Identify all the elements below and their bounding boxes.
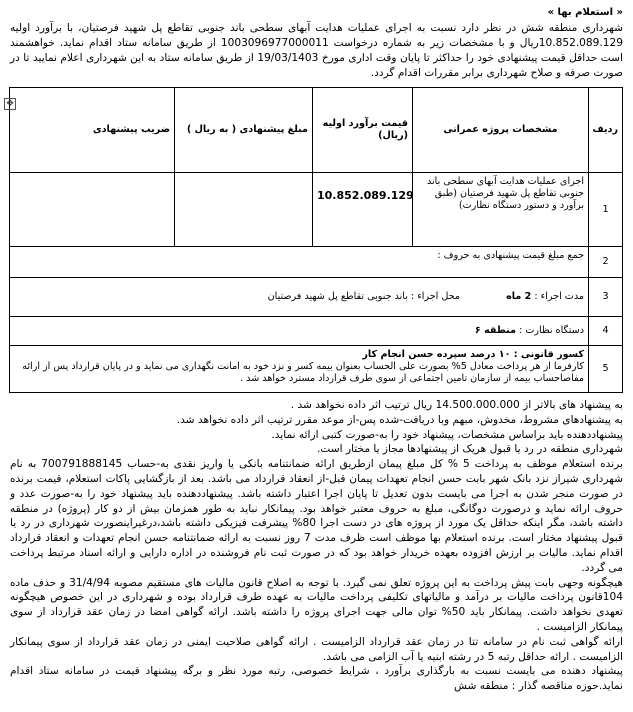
header-project-spec: مشخصات پروژه عمرانی [413, 88, 589, 173]
header-offer-amount: مبلغ پیشنهادی ( به ریال ) [175, 88, 313, 173]
duration-label: مدت اجراء : [534, 291, 584, 302]
deductions-details: کارفرما از هر پرداخت معادل 5% بصورت علی الحساب بعنوان بیمه کسر و نزد خود به امانت نگهداری می نماید و در پایان قرارداد پس از ارائه مفاصاحساب بیمه از سازمان تامین اجتماعی از سوی طرف قرارداد مسترد خواهد شد . [22, 361, 584, 384]
initial-estimate-value: 10.852.089.129 [317, 189, 414, 202]
conditions-list [10, 398, 623, 694]
table-row [10, 346, 623, 393]
supervisor-label: دستگاه نظارت : [519, 325, 584, 336]
row-number: 1 [589, 173, 623, 247]
condition-item: ارائه گواهی ثبت نام در سامانه تتا در زمان عقد قرارداد الزامیست . ارائه گواهی صلاحیت ایمنی در زمان عقد قرارداد از سوی پیمانکار الزامیست . ارائه حداقل رتبه 5 در رشته ابنیه یا آب الزامی می باشد. [10, 635, 623, 663]
total-in-words: جمع مبلغ قیمت پیشنهادی به حروف : [10, 247, 589, 278]
deductions-cell [10, 346, 589, 393]
header-row-number: ردیف [589, 88, 623, 173]
document-title: « استعلام بها » [547, 7, 623, 18]
condition-item: پیشنهاد دهنده می بایست نسبت به بارگذاری برآورد ، شرایط خصوصی، رتبه مورد نظر و برگه پیشنهاد قیمت در سامانه ستاد اقدام نماید.حوزه مناقصه گذار : منطقه شش [10, 665, 623, 693]
table-row [10, 317, 623, 346]
row-number: 4 [589, 317, 623, 346]
header-offer-factor: ضریب پیشنهادی [10, 88, 175, 173]
table-row [10, 278, 623, 317]
supervisor-value: منطقه ۶ [474, 325, 517, 336]
supervisor-cell [10, 317, 589, 346]
row-number: 3 [589, 278, 623, 317]
location-value: باند جنوبی تقاطع پل شهید فرصتیان [267, 291, 408, 302]
deductions-title: کسور قانونی : ۱۰ درصد سپرده حسن انجام کار [362, 349, 584, 360]
duration-value: 2 ماه [506, 291, 532, 302]
offer-amount-cell[interactable] [175, 173, 313, 247]
offer-factor-cell[interactable] [10, 173, 175, 247]
condition-item: به پیشنهاد های بالاتر از 14.500.000.000 ریال ترتیب اثر داده نخواهد شد . [290, 399, 623, 411]
table-row [10, 173, 623, 247]
row-number: 5 [589, 346, 623, 393]
move-icon[interactable]: ✥ [4, 98, 16, 110]
row-number: 2 [589, 247, 623, 278]
table-row [10, 247, 623, 278]
intro-paragraph: شهرداری منطقه شش در نظر دارد نسبت به اجرای عملیات هدایت آبهای سطحی باند جنوبی تقاطع پل شهید فرصتیان، با برآورد اولیه 10.852.089.129ریال و با مشخصات زیر به شماره درخواست 1003096977000011 از طریق سامانه ستاد اقدام نماید. خواهشمند است حداقل قیمت پیشنهادی خود را حداکثر تا پایان وقت اداری مورخ 19/03/1403 از طریق سامانه ستاد به این شهرداری اعلام نمایید تا در صورت صرفه و صلاح شهرداری برابر مقررات اقدام گردد. [10, 22, 623, 79]
header-initial-estimate: قیمت برآورد اولیه (ریال) [313, 88, 413, 173]
condition-item: برنده استعلام موظف به پرداخت 5 % کل مبلغ پیمان ازطریق ارائه ضمانتنامه بانکی یا واریز نقدی به-حساب 700791888145 به نام شهرداری شیراز نزد بانک شهر بابت حسن انجام تعهدات پیمان قبل-از انعقاد قرارداد می باشد. بعد از بازگشایی پاکات استعلام، قیمت برنده در صورت منجر شدن به اجرا می بایست بدون تعدیل تا پایان اجرا اعتبار داشته باشد. پیشنهاددهنده باید پیشنهاد خود را به-صورت عدد و حروف ارائه نماید و درصورت دوگانگی، مبلغ به حروف معتبر خواهد بود. پیمانکار نباید به طور همزمان بیش از دو کار (پروژه) در منطقه داشته باشد، مگر اینکه حداقل یک مورد از پروژه های در دست اجرا 80% پیشرفت فیزیکی داشته باشد،درغیراینصورت شهرداری در رد یا قبول پیشنهاد مختار است. برنده استعلام بها موظف است ظرف مدت 7 روز نسبت به ارائه ضمانتنامه حسن انجام تعهدات و انعقاد قرارداد اقدام نماید. مالیات بر ارزش افزوده بعهده خریدار خواهد بود که در صورت ثبت نام فروشنده در اداره دارایی و ارائه اسناد مرتبط پرداخت می گردد. [10, 458, 624, 574]
condition-item: به پیشنهادهای مشروط، مخدوش، مبهم وبا دریافت-شده پس-از موعد مقرر ترتیب اثر داده نخواهد شد. [176, 413, 623, 426]
condition-item: پیشنهاددهنده باید براساس مشخصات، پیشنهاد خود را به-صورت کتبی ارائه نماید. [271, 428, 623, 441]
duration-location-cell [10, 278, 589, 317]
project-table [9, 87, 623, 393]
project-description: اجرای عملیات هدایت آبهای سطحی باند جنوبی تقاطع پل شهید فرصتیان (طبق برآورد و دستور دستگاه نظارت) [413, 173, 589, 247]
location-label: محل اجراء : [410, 291, 460, 302]
condition-item: شهرداری منطقه در رد یا قبول هریک از پیشنهادها مجاز یا مختار است. [317, 443, 623, 456]
condition-item: هیچگونه وجهی بابت پیش پرداخت به این پروژه تعلق نمی گیرد. با توجه به اصلاح قانون مالیات های مستقیم مصوبه 31/4/94 و حذف ماده 104قانون پرداخت مالیات بر درآمد و مالیاتهای تکلیفی پرداخت مالیات به عهده طرف قرارداد بوده و شهرداری در این خصوص هیچگونه تعهدی نخواهد داشت. پیمانکار باید 50% توان مالی جهت اجرای پروژه را داشته باشد. ارائه گواهی امضا در زمان عقد قرارداد از سوی پیمانکار الزامیست . [10, 576, 623, 633]
price-cell [313, 173, 413, 247]
table-header-row [10, 88, 623, 173]
